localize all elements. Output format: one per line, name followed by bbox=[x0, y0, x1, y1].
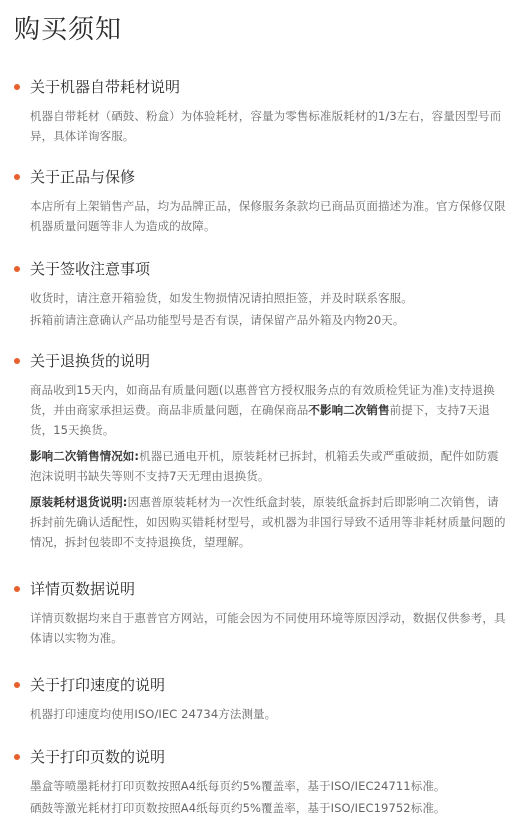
section-title: 关于退换货的说明 bbox=[30, 352, 151, 370]
returns-policy-paragraph bbox=[30, 380, 510, 440]
section-paragraph: 硒鼓等激光耗材打印页数按照A4纸每页约5%覆盖率，基于ISO/IEC19752标准。 bbox=[30, 801, 446, 815]
bullet-dot-icon bbox=[14, 682, 20, 688]
section-header bbox=[14, 350, 510, 372]
consumables-return-paragraph bbox=[30, 492, 510, 552]
section-warranty bbox=[14, 166, 510, 236]
section-title: 关于打印页数的说明 bbox=[30, 748, 166, 766]
section-delivery bbox=[14, 258, 510, 330]
bullet-dot-icon bbox=[14, 754, 20, 760]
resale-impact-text: 机器已通电开机，原装耗材已拆封，机箱丢失或严重破损，配件如防震泡沫说明书缺失等则不支持7天无理由退换货。 bbox=[30, 449, 499, 483]
returns-text: 前提下，支持7天退货，15天换货。 bbox=[30, 403, 490, 437]
section-returns bbox=[14, 350, 510, 552]
returns-emphasis: 不影响二次销售 bbox=[308, 403, 390, 417]
section-header bbox=[14, 258, 510, 280]
section-title: 关于打印速度的说明 bbox=[30, 676, 166, 694]
bullet-dot-icon bbox=[14, 266, 20, 272]
bullet-dot-icon bbox=[14, 84, 20, 90]
page-title: 购买须知 bbox=[14, 15, 123, 45]
section-paragraph: 收货时，请注意开箱验货，如发生物损情况请拍照拒签，并及时联系客服。 bbox=[30, 291, 413, 305]
bullet-dot-icon bbox=[14, 174, 20, 180]
section-header bbox=[14, 166, 510, 188]
section-header bbox=[14, 578, 510, 600]
section-consumables bbox=[14, 76, 510, 146]
section-title: 关于机器自带耗材说明 bbox=[30, 78, 181, 96]
section-paragraph: 拆箱前请注意确认产品功能型号是否有误，请保留产品外箱及内物20天。 bbox=[30, 313, 405, 327]
resale-impact-label: 影响二次销售情况如: bbox=[30, 449, 140, 463]
section-title: 详情页数据说明 bbox=[30, 580, 136, 598]
section-page-yield bbox=[14, 746, 510, 818]
bullet-dot-icon bbox=[14, 358, 20, 364]
section-paragraph: 本店所有上架销售产品，均为品牌正品，保修服务条款均已商品页面描述为准。官方保修仅限机器质量问题等非人为造成的故障。 bbox=[30, 199, 506, 233]
section-paragraph: 机器自带耗材（硒鼓、粉盒）为体验耗材，容量为零售标准版耗材的1/3左右，容量因型号而异，具体详询客服。 bbox=[30, 109, 502, 143]
section-print-speed bbox=[14, 674, 510, 724]
section-paragraph: 墨盒等喷墨耗材打印页数按照A4纸每页约5%覆盖率，基于ISO/IEC24711标准。 bbox=[30, 779, 446, 793]
section-header bbox=[14, 746, 510, 768]
section-detail-data bbox=[14, 578, 510, 648]
section-header bbox=[14, 76, 510, 98]
section-paragraph: 详情页数据均来自于惠普官方网站，可能会因为不同使用环境等原因浮动，数据仅供参考，具体请以实物为准。 bbox=[30, 611, 506, 645]
section-paragraph: 机器打印速度均使用ISO/IEC 24734方法测量。 bbox=[30, 707, 277, 721]
bullet-dot-icon bbox=[14, 586, 20, 592]
consumables-return-text: 因惠普原装耗材为一次性纸盒封装，原装纸盒拆封后即影响二次销售，请拆封前先确认适配性，如因购买错耗材型号，或机器为非国行导致不适用等非耗材质量问题的情况，拆封包装即不支持退换货，望理解。 bbox=[30, 495, 506, 549]
returns-text: 商品收到15天内，如商品有质量问题(以惠普官方授权服务点的有效质检凭证为准)支持退换货，并由商家承担运费。商品非质量问题，在确保商品 bbox=[30, 383, 495, 417]
section-title: 关于正品与保修 bbox=[30, 168, 136, 186]
section-header bbox=[14, 674, 510, 696]
consumables-return-label: 原装耗材退货说明: bbox=[30, 495, 128, 509]
resale-impact-paragraph bbox=[30, 446, 510, 486]
section-title: 关于签收注意事项 bbox=[30, 260, 151, 278]
